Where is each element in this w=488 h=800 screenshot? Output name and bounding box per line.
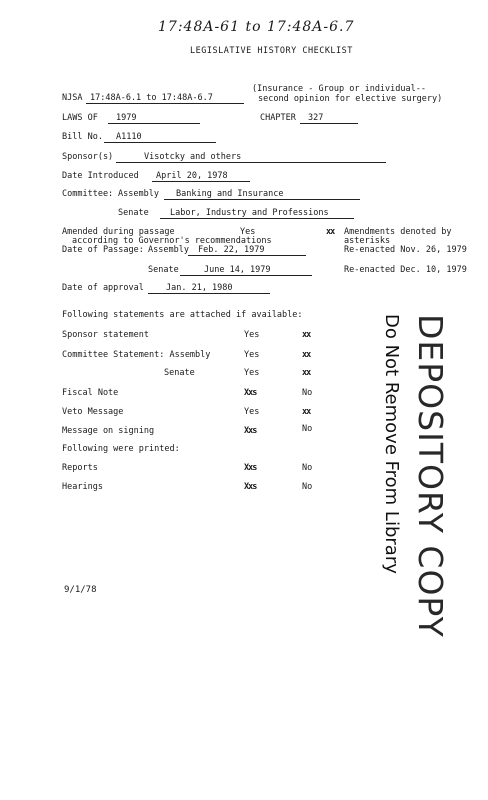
committee-senate-label: Senate [118, 208, 149, 218]
amendments-note-line2: asterisks [344, 236, 391, 246]
passage-assembly-label: Assembly [148, 245, 189, 255]
do-not-remove-stamp: Do Not Remove From Library [381, 314, 402, 574]
committee-label: Committee: [62, 189, 114, 199]
passage-senate-value: June 14, 1979 [180, 265, 312, 276]
chapter-label: CHAPTER [260, 113, 296, 123]
approval-value: Jan. 21, 1980 [148, 283, 270, 294]
statement-label: Sponsor statement [62, 330, 149, 340]
amended-label: Amended during passage [62, 227, 175, 237]
statement-yes: Yes [244, 350, 260, 360]
statement-no: xx [302, 330, 311, 340]
passage-assembly-value: Feb. 22, 1979 [188, 245, 306, 256]
footer-code: 9/1/78 [64, 585, 97, 595]
statement-yes: Xxs [244, 426, 257, 436]
statement-label: Fiscal Note [62, 388, 119, 398]
passage-senate-label: Senate [148, 265, 179, 275]
passage-senate-reenacted: Re-enacted Dec. 10, 1979 [344, 265, 467, 275]
attached-heading: Following statements are attached if available: [62, 310, 303, 320]
laws-of-value: 1979 [108, 113, 200, 124]
committee-assembly-value: Banking and Insurance [164, 189, 360, 200]
statement-label: Message on signing [62, 426, 155, 436]
bill-no-value: A1110 [104, 132, 216, 143]
njsa-value: 17:48A-6.1 to 17:48A-6.7 [86, 93, 244, 104]
chapter-value: 327 [300, 113, 358, 124]
statement-no: xx [302, 350, 311, 360]
handwritten-header: 17:48A-61 to 17:48A-6.7 [158, 19, 355, 35]
bill-no-label: Bill No. [62, 132, 103, 142]
amended-governor-note: according to Governor's recommendations [72, 236, 272, 246]
statement-yes: Yes [244, 368, 260, 378]
statement-yes: Yes [244, 330, 260, 340]
sponsors-value: Visotcky and others [116, 152, 386, 163]
printed-no: No [302, 463, 313, 473]
statement-label: Veto Message [62, 407, 124, 417]
statement-no: No [302, 424, 313, 434]
committee-senate-value: Labor, Industry and Professions [160, 208, 354, 219]
passage-label: Date of Passage: [62, 245, 144, 255]
sponsors-label: Sponsor(s) [62, 152, 114, 162]
date-introduced-value: April 20, 1978 [152, 171, 250, 182]
statement-no: xx [302, 368, 311, 378]
passage-assembly-reenacted: Re-enacted Nov. 26, 1979 [344, 245, 467, 255]
date-introduced-label: Date Introduced [62, 171, 139, 181]
depository-copy-stamp: DEPOSITORY COPY [411, 314, 450, 638]
statement-no: xx [302, 407, 311, 417]
njsa-label: NJSA [62, 93, 83, 103]
amended-yes: Yes [240, 227, 256, 237]
njsa-note-line1: (Insurance - Group or individual-- [252, 84, 426, 94]
statement-label: Senate [164, 368, 195, 378]
statement-yes: Yes [244, 407, 260, 417]
njsa-note-line2: second opinion for elective surgery) [258, 94, 443, 104]
statement-label: Committee Statement: Assembly [62, 350, 211, 360]
statement-no: No [302, 388, 313, 398]
amendments-note-line1: Amendments denoted by [344, 227, 452, 237]
printed-label: Hearings [62, 482, 103, 492]
printed-yes: Xxs [244, 482, 257, 492]
page-title: LEGISLATIVE HISTORY CHECKLIST [190, 46, 353, 56]
printed-label: Reports [62, 463, 98, 473]
approval-label: Date of approval [62, 283, 144, 293]
laws-of-label: LAWS OF [62, 113, 98, 123]
printed-yes: Xxs [244, 463, 257, 473]
printed-no: No [302, 482, 313, 492]
printed-heading: Following were printed: [62, 444, 180, 454]
committee-assembly-label: Assembly [118, 189, 159, 199]
statement-yes: Xxs [244, 388, 257, 398]
amended-no: xx [326, 227, 335, 237]
